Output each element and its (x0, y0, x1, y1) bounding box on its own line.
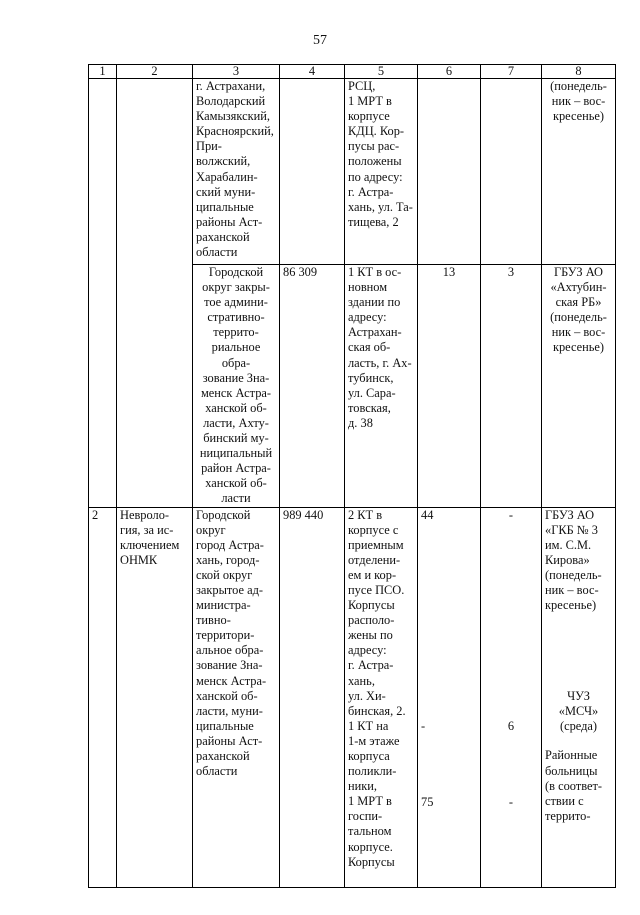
organization-msch: ЧУЗ «МСЧ» (среда) (558, 689, 599, 734)
equipment-cell (345, 507, 418, 887)
count-value-c: 75 (421, 794, 434, 809)
profile-cell: Невроло- гия, за ис- ключением ОНМК (117, 507, 193, 887)
count-value-b: 6 (507, 718, 515, 733)
organization-gkb3: ГБУЗ АО «ГКБ № 3 им. С.М. Кирова» (понедель- ник – вос- кресенье) (545, 507, 602, 613)
header-cell: 4 (280, 65, 345, 79)
organization-cell (542, 507, 616, 887)
page-number: 57 (313, 33, 327, 48)
count-value-b: - (421, 718, 426, 733)
territory-cell: г. Астрахани, Володарский Камызякский, Красноярский, При- волжский, Харабалин- ский муни- ципальные районы Аст- раханской области (193, 79, 280, 265)
population-cell (280, 79, 345, 265)
table-row (89, 507, 616, 887)
header-cell: 6 (418, 65, 481, 79)
territory-cell: Городской округ закры- тое админи- стративно- террито- риальное обра- зование Зна- менск Астра- ханской об- ласти, Ахту- бинский му- ниципальный район Астра- ханской об- ласти (193, 265, 280, 508)
header-cell: 3 (193, 65, 280, 79)
organization-cell: ГБУЗ АО «Ахтубин- ская РБ» (понедель- ник – вос- кресенье) (542, 265, 616, 508)
organization-district-hospitals: Районные больницы (в соответ- ствии с террито- (545, 748, 603, 823)
document-table (88, 64, 616, 888)
count-cell: 3 (481, 265, 542, 508)
header-cell: 8 (542, 65, 616, 79)
count-cell (481, 79, 542, 265)
territory-cell: Городской округ город Астра- хань, город- ской округ закрытое ад- министра- тивно- территори- альное обра- зование Зна- менск Астра- ханской об- ласти, муни- ципальные районы Аст- раханской области (193, 507, 280, 887)
population-cell: 989 440 (280, 507, 345, 887)
equipment-ct-polyclinic: 1 КТ на 1-м этаже корпуса поликли- ники, (348, 718, 400, 794)
profile-cell (117, 79, 193, 508)
table-row (89, 79, 616, 265)
population-cell: 86 309 (280, 265, 345, 508)
table-header-row (89, 65, 616, 79)
equipment-cell: РСЦ, 1 МРТ в корпусе КДЦ. Кор- пусы рас- положены по адресу: г. Астра- хань, ул. Та- тищева, 2 (345, 79, 418, 265)
count-value-a: - (508, 507, 514, 522)
count-value-c: - (508, 794, 514, 809)
count-value-a: 44 (421, 507, 434, 522)
count-cell (481, 507, 542, 887)
count-cell (418, 507, 481, 887)
equipment-mri: 1 МРТ в госпи- тальном корпусе. Корпусы (348, 794, 395, 869)
header-cell: 5 (345, 65, 418, 79)
row-number-cell: 2 (89, 507, 117, 887)
equipment-cell: 1 КТ в ос- новном здании по адресу: Астрахан- ская об- ласть, г. Ах- тубинск, ул. Сара- товская, д. 38 (345, 265, 418, 508)
header-cell: 1 (89, 65, 117, 79)
equipment-ct-main: 2 КТ в корпусе с приемным отделени- ем и кор- пусе ПСО. Корпусы располо- жены по адресу: г. Астра- хань, ул. Хи- бинская, 2. (348, 507, 406, 718)
organization-cell: (понедель- ник – вос- кресенье) (542, 79, 616, 265)
header-cell: 2 (117, 65, 193, 79)
count-cell (418, 79, 481, 265)
row-number-cell (89, 79, 117, 508)
header-cell: 7 (481, 65, 542, 79)
count-cell: 13 (418, 265, 481, 508)
